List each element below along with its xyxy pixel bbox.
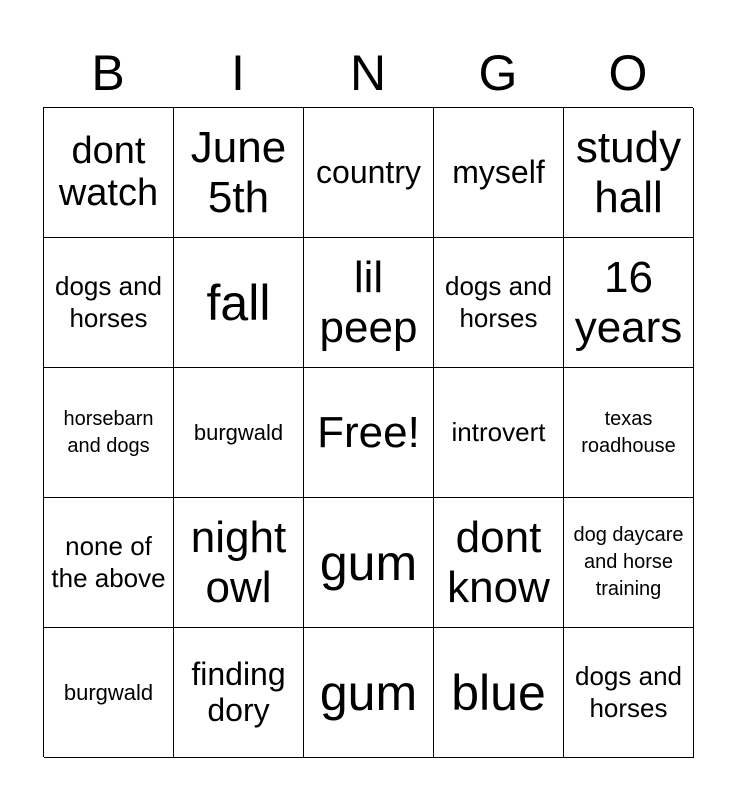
bingo-cell[interactable] [564,368,694,498]
cell-text: burgwald [193,419,284,445]
free-space-cell[interactable] [304,368,434,498]
bingo-cell[interactable] [434,628,564,758]
bingo-cell[interactable] [304,108,434,238]
bingo-cell[interactable] [434,238,564,368]
cell-text: study hall [575,123,682,222]
bingo-cell[interactable] [434,108,564,238]
bingo-cell[interactable] [434,368,564,498]
header-letter-o: O [608,45,648,101]
cell-text: texas roadhouse [581,407,676,457]
cell-text: blue [451,664,546,721]
bingo-cell[interactable] [174,628,304,758]
bingo-header [43,40,693,106]
bingo-cell[interactable] [174,238,304,368]
cell-text: burgwald [63,679,154,705]
bingo-cell[interactable] [44,368,174,498]
cell-text: gum [319,664,418,721]
bingo-cell[interactable] [434,498,564,628]
cell-text: finding dory [191,656,286,728]
cell-text: dogs and horses [575,661,682,723]
cell-text: myself [452,153,545,190]
bingo-cell[interactable] [304,498,434,628]
cell-text: dog daycare and horse training [573,524,684,600]
cell-text: country [316,153,421,190]
cell-text: dogs and horses [445,271,552,333]
cell-text: horsebarn and dogs [63,407,154,457]
bingo-cell[interactable] [564,628,694,758]
bingo-cell[interactable] [304,238,434,368]
cell-text: gum [319,534,418,591]
cell-text: lil peep [319,253,418,352]
cell-text: night owl [190,513,287,612]
bingo-cell[interactable] [304,628,434,758]
cell-text: introvert [451,416,546,447]
header-letter-g: G [478,45,518,101]
bingo-cell[interactable] [174,498,304,628]
free-space-text: Free! [317,407,420,457]
cell-text: none of the above [51,531,166,593]
bingo-cell[interactable] [564,238,694,368]
cell-text: 16 years [574,253,683,352]
bingo-cell[interactable] [564,108,694,238]
header-letter-n: N [349,45,387,101]
bingo-cell[interactable] [44,628,174,758]
cell-text: June 5th [190,123,287,222]
cell-text: dont know [447,513,550,612]
bingo-cell[interactable] [44,498,174,628]
cell-text: fall [206,274,271,331]
bingo-board [43,107,693,757]
cell-text: dont watch [58,129,159,214]
cell-text: dogs and horses [55,271,162,333]
bingo-cell[interactable] [174,368,304,498]
bingo-cell[interactable] [174,108,304,238]
bingo-cell[interactable] [564,498,694,628]
bingo-cell[interactable] [44,238,174,368]
header-letter-i: I [231,45,245,101]
header-letter-b: B [91,45,125,101]
bingo-cell[interactable] [44,108,174,238]
